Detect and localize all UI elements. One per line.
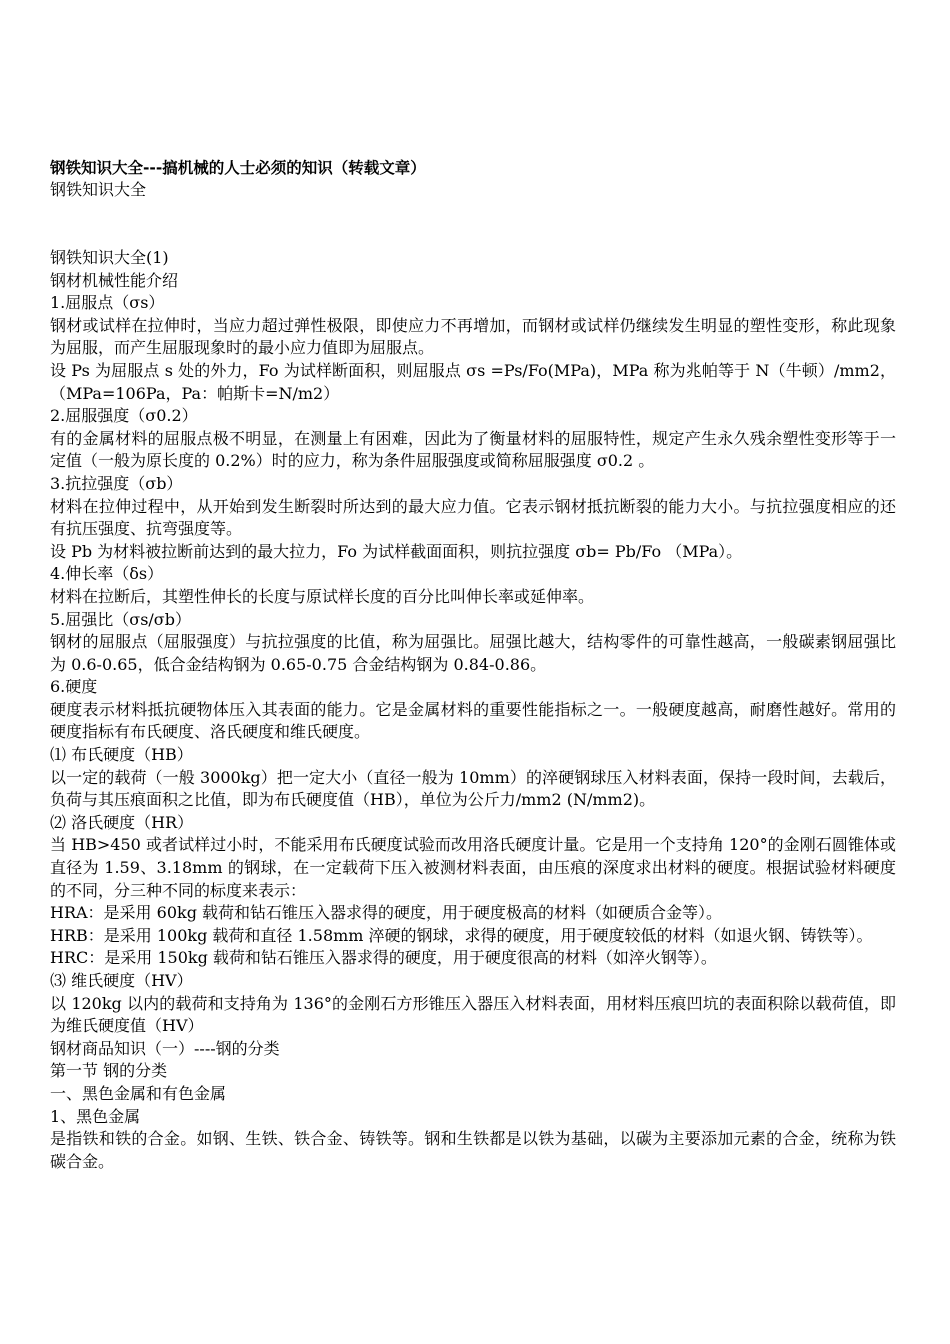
paragraph: 以 120kg 以内的载荷和支持角为 136°的金刚石方形锥压入器压入材料表面，用材料压痕凹坑的表面积除以载荷值，即为维氏硬度值（HV） <box>50 993 896 1036</box>
paragraph: 是指铁和铁的合金。如钢、生铁、铁合金、铸铁等。钢和生铁都是以铁为基础，以碳为主要添加元素的合金，统称为铁碳合金。 <box>50 1129 896 1171</box>
paragraph: HRC：是采用 150kg 载荷和钻石锥压入器求得的硬度，用于硬度很高的材料（如淬火钢等）。 <box>50 948 717 968</box>
paragraph: 硬度表示材料抵抗硬物体压入其表面的能力。它是金属材料的重要性能指标之一。一般硬度越高，耐磨性越好。常用的硬度指标有布氏硬度、洛氏硬度和维氏硬度。 <box>50 699 896 742</box>
paragraph: HRB：是采用 100kg 载荷和直径 1.58mm 淬硬的钢球，求得的硬度，用于硬度较低的材料（如退火钢、铸铁等）。 <box>50 925 873 945</box>
paragraph: 钢材的屈服点（屈服强度）与抗拉强度的比值，称为屈强比。屈强比越大，结构零件的可靠性越高，一般碳素钢屈强比为 0.6-0.65，低合金结构钢为 0.65-0.75 合金结构钢为 0.84-0.86。 <box>50 632 896 674</box>
section-heading: 5.屈强比（σs/σb） <box>50 609 191 629</box>
section-heading: 6.硬度 <box>50 677 98 697</box>
subsection-heading: ⑴ 布氏硬度（HB） <box>50 745 193 765</box>
paragraph: 钢铁知识大全(1) <box>50 248 169 267</box>
document-page <box>50 157 896 1173</box>
paragraph: 以一定的载荷（一般 3000kg）把一定大小（直径一般为 10mm）的淬硬钢球压入材料表面，保持一段时间，去载后，负荷与其压痕面积之比值，即为布氏硬度值（HB），单位为公斤力/mm2 (N/mm2)。 <box>50 767 896 810</box>
section-heading: 4.伸长率（δs） <box>50 564 164 584</box>
section-heading: 1.屈服点（σs） <box>50 293 165 313</box>
section-heading: 3.抗拉强度（σb） <box>50 473 183 493</box>
paragraph: 材料在拉断后，其塑性伸长的长度与原试样长度的百分比叫伸长率或延伸率。 <box>50 586 595 606</box>
paragraph: 钢材或试样在拉伸时，当应力超过弹性极限，即使应力不再增加，而钢材或试样仍继续发生明显的塑性变形，称此现象为屈服，而产生屈服现象时的最小应力值即为屈服点。 <box>50 315 896 358</box>
section-heading: 一、黑色金属和有色金属 <box>50 1083 227 1103</box>
section-heading: 第一节 钢的分类 <box>50 1061 168 1081</box>
subsection-heading: ⑶ 维氏硬度（HV） <box>50 971 193 990</box>
document-title: 钢铁知识大全---搞机械的人士必须的知识（转载文章） <box>50 159 426 177</box>
document-subtitle: 钢铁知识大全 <box>50 180 147 199</box>
section-heading: 2.屈服强度（σ0.2） <box>50 406 198 426</box>
paragraph: 材料在拉伸过程中，从开始到发生断裂时所达到的最大应力值。它表示钢材抵抗断裂的能力大小。与抗拉强度相应的还有抗压强度、抗弯强度等。 <box>50 496 896 539</box>
paragraph: HRA：是采用 60kg 载荷和钻石锥压入器求得的硬度，用于硬度极高的材料（如硬质合金等）。 <box>50 903 723 923</box>
document-body <box>50 247 896 1173</box>
paragraph: 设 Ps 为屈服点 s 处的外力，Fo 为试样断面积，则屈服点 σs =Ps/Fo(MPa)，MPa 称为兆帕等于 N（牛顿）/mm2，（MPa=106Pa，Pa：帕斯卡=N/m2） <box>50 360 896 403</box>
paragraph: 有的金属材料的屈服点极不明显，在测量上有困难，因此为了衡量材料的屈服特性，规定产生永久残余塑性变形等于一定值（一般为原长度的 0.2%）时的应力，称为条件屈服强度或简称屈服强度 σ0.2 。 <box>50 428 896 471</box>
subsection-heading: 1、黑色金属 <box>50 1106 141 1126</box>
paragraph: 当 HB>450 或者试样过小时，不能采用布氏硬度试验而改用洛氏硬度计量。它是用一个支持角 120°的金刚石圆锥体或直径为 1.59、3.18mm 的钢球，在一定载荷下压入被测材料表面，由压痕的深度求出材料的硬度。根据试验材料硬度的不同，分三种不同的标度来表示： <box>50 835 896 900</box>
paragraph: 设 Pb 为材料被拉断前达到的最大拉力，Fo 为试样截面面积，则抗拉强度 σb= Pb/Fo （MPa）。 <box>50 541 743 561</box>
paragraph: 钢材机械性能介绍 <box>50 270 179 290</box>
chapter-heading: 钢材商品知识（一）----钢的分类 <box>50 1038 280 1058</box>
subsection-heading: ⑵ 洛氏硬度（HR） <box>50 812 194 832</box>
